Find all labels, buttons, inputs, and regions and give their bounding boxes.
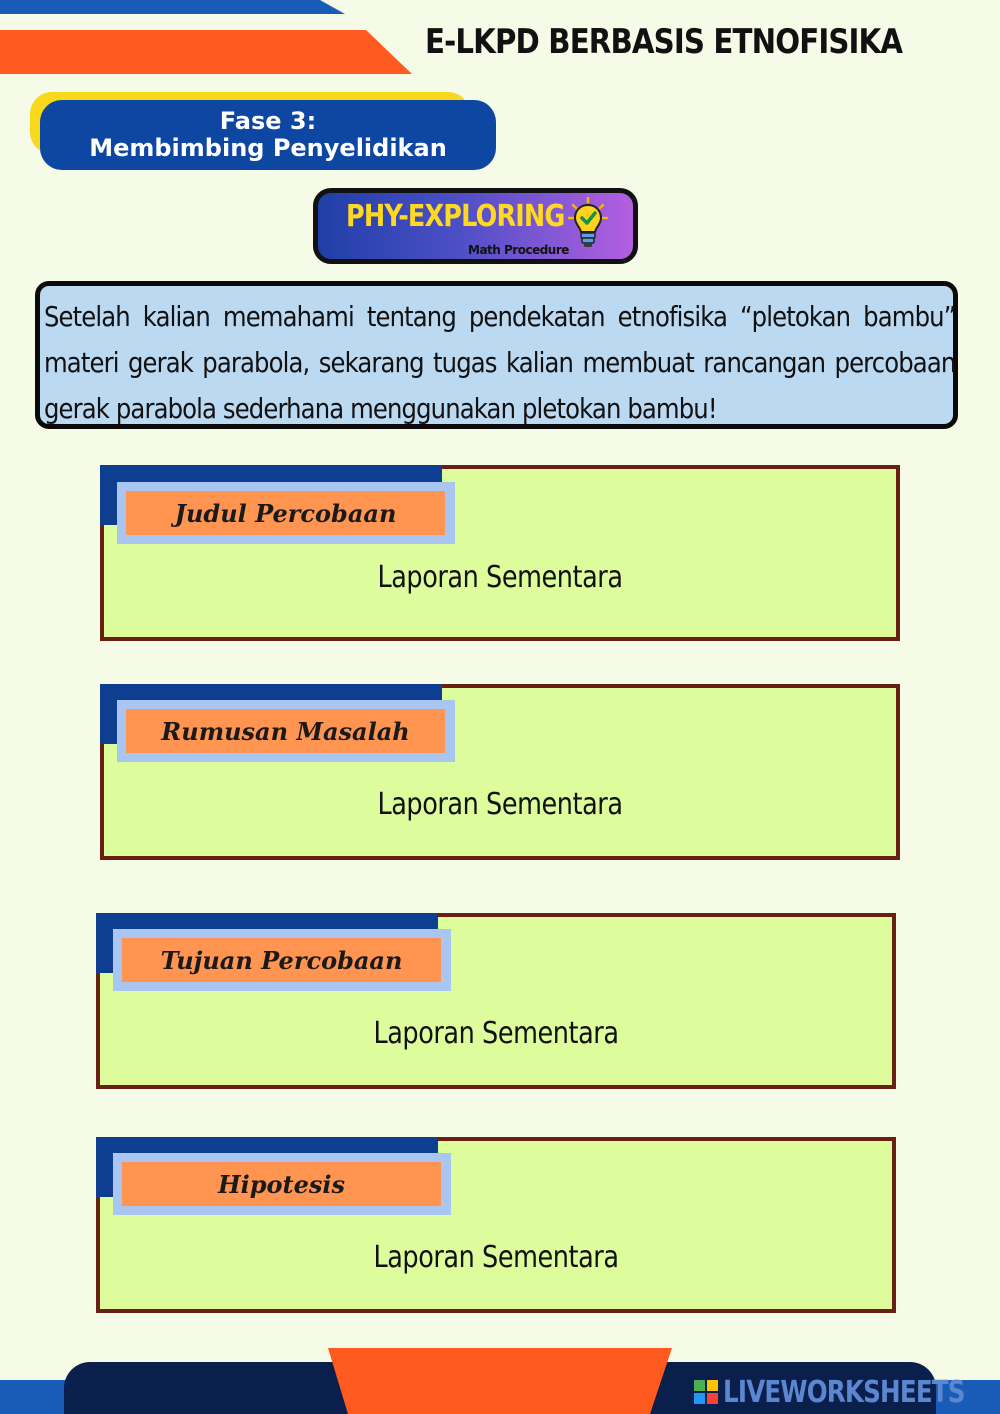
section-label-judul: Judul Percobaan <box>126 491 445 535</box>
phase-pill <box>40 100 496 170</box>
answer-field-rumusan[interactable]: Laporan Sementara <box>377 787 623 822</box>
section-label-hipotesis: Hipotesis <box>122 1162 441 1206</box>
liveworksheets-logo[interactable] <box>694 1376 994 1408</box>
lightbulb-check-icon <box>568 197 608 249</box>
phase-name: Membimbing Penyelidikan <box>89 134 447 162</box>
badge-title: PHY-EXPLORING <box>346 199 565 234</box>
page-title: E-LKPD BERBASIS ETNOFISIKA <box>425 22 903 62</box>
answer-field-tujuan[interactable]: Laporan Sementara <box>373 1016 619 1051</box>
answer-field-hipotesis[interactable]: Laporan Sementara <box>373 1240 619 1275</box>
liveworksheets-logo-icon <box>694 1380 718 1404</box>
phy-exploring-badge <box>313 188 638 264</box>
header-stripe-orange <box>0 30 412 74</box>
answer-field-judul[interactable]: Laporan Sementara <box>377 560 623 595</box>
phase-number: Fase 3: <box>219 107 317 135</box>
instruction-box <box>35 281 958 429</box>
instruction-text: Setelah kalian memahami tentang pendekatan etnofisika “pletokan bambu” materi gerak parabola, sekarang tugas kalian membuat rancangan percobaan gerak parabola sederhana menggunakan pletokan bambu! <box>44 300 956 425</box>
header-stripe-blue <box>0 0 345 14</box>
liveworksheets-logo-text: LIVEWORKSHEETS <box>723 1374 965 1410</box>
footer-orange-tab <box>328 1348 672 1414</box>
section-label-rumusan: Rumusan Masalah <box>126 709 445 753</box>
badge-subtitle: Math Procedure <box>468 243 569 257</box>
section-label-tujuan: Tujuan Percobaan <box>122 938 441 982</box>
